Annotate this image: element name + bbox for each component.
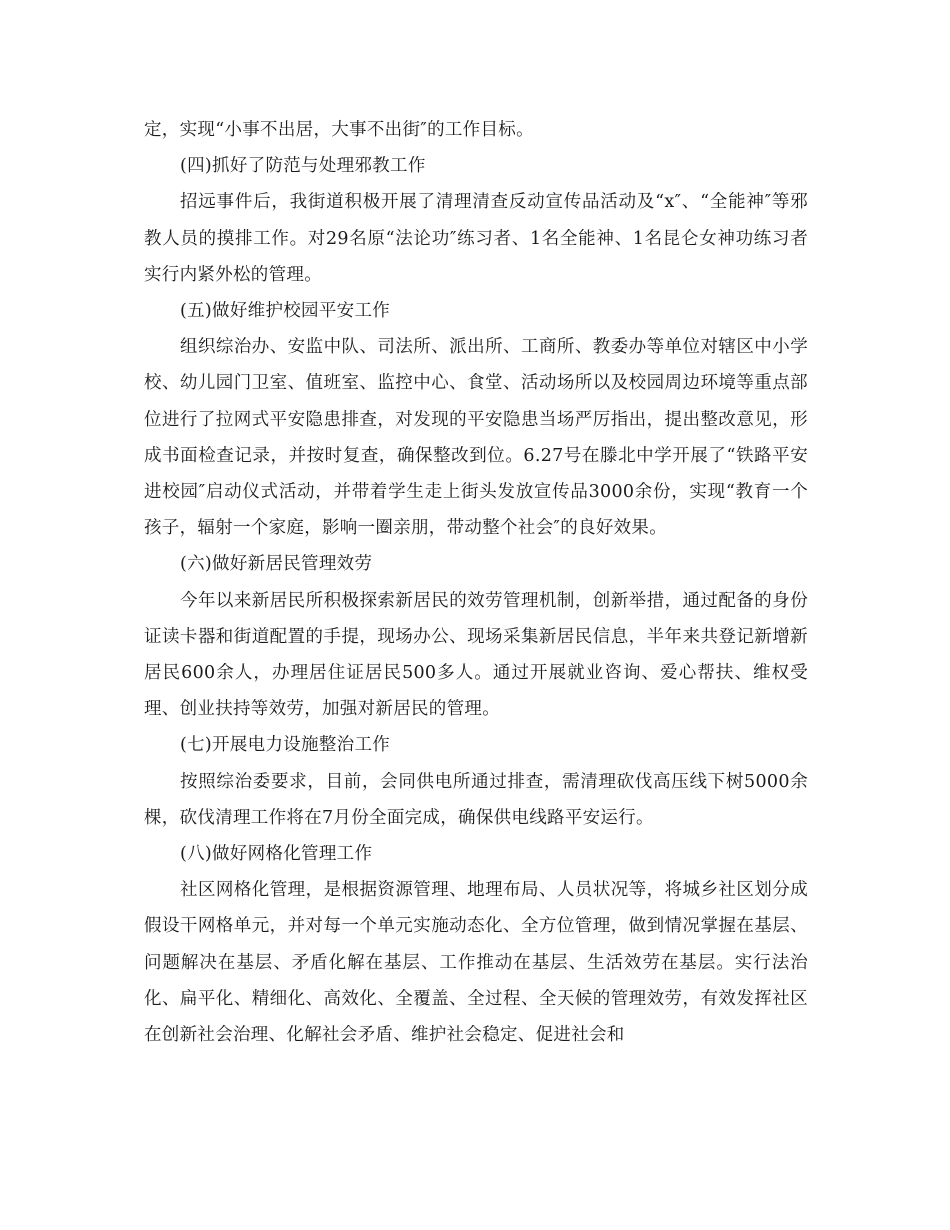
paragraph-grid-management: 社区网格化管理，是根据资源管理、地理布局、人员状况等，将城乡社区划分成假设干网格单元，并对每一个单元实施动态化、全方位管理，做到情况掌握在基层、问题解决在基层、矛盾化解在基层、工作推动在基层、生活效劳在基层。实行法治化、扁平化、精细化、高效化、全覆盖、全过程、全天候的管理效劳，有效发挥社区在创新社会治理、化解社会矛盾、维护社会稳定、促进社会和	[144, 880, 808, 1046]
paragraph-new-residents: 今年以来新居民所积极探索新居民的效劳管理机制，创新举措，通过配备的身份证读卡器和街道配置的手提，现场办公、现场采集新居民信息，半年来共登记新增新居民600余人，办理居住证居民500多人。通过开展就业咨询、爱心帮扶、维权受理、创业扶持等效劳，加强对新居民的管理。	[144, 590, 808, 720]
paragraph-cult-prevention: 招远事件后，我街道积极开展了清理清查反动宣传品活动及“x″、“全能神″等邪教人员的摸排工作。对29名原“法论功″练习者、1名全能神、1名昆仑女神功练习者实行内紧外松的管理。	[144, 192, 808, 285]
paragraph-campus-safety: 组织综治办、安监中队、司法所、派出所、工商所、教委办等单位对辖区中小学校、幼儿园门卫室、值班室、监控中心、食堂、活动场所以及校园周边环境等重点部位进行了拉网式平安隐患排查，对发现的平安隐患当场严厉指出，提出整改意见，形成书面检查记录，并按时复查，确保整改到位。6.27号在滕北中学开展了“铁路平安进校园″启动仪式活动，并带着学生走上街头发放宣传品3000余份，实现“教育一个孩子，辐射一个家庭，影响一圈亲朋，带动整个社会″的良好效果。	[144, 337, 808, 539]
section-heading-6: (六)做好新居民管理效劳	[180, 554, 373, 575]
paragraph-continuation: 定，实现“小事不出居，大事不出街″的工作目标。	[144, 120, 534, 140]
document-page	[144, 112, 808, 1053]
paragraph-power-facilities: 按照综治委要求，目前，会同供电所通过排查，需清理砍伐高压线下树5000余棵，砍伐清理工作将在7月份全面完成，确保供电线路平安运行。	[144, 771, 808, 828]
section-heading-8: (八)做好网格化管理工作	[180, 844, 373, 865]
section-heading-4: (四)抓好了防范与处理邪教工作	[180, 156, 426, 177]
section-heading-5: (五)做好维护校园平安工作	[180, 301, 391, 322]
section-heading-7: (七)开展电力设施整治工作	[180, 735, 391, 756]
